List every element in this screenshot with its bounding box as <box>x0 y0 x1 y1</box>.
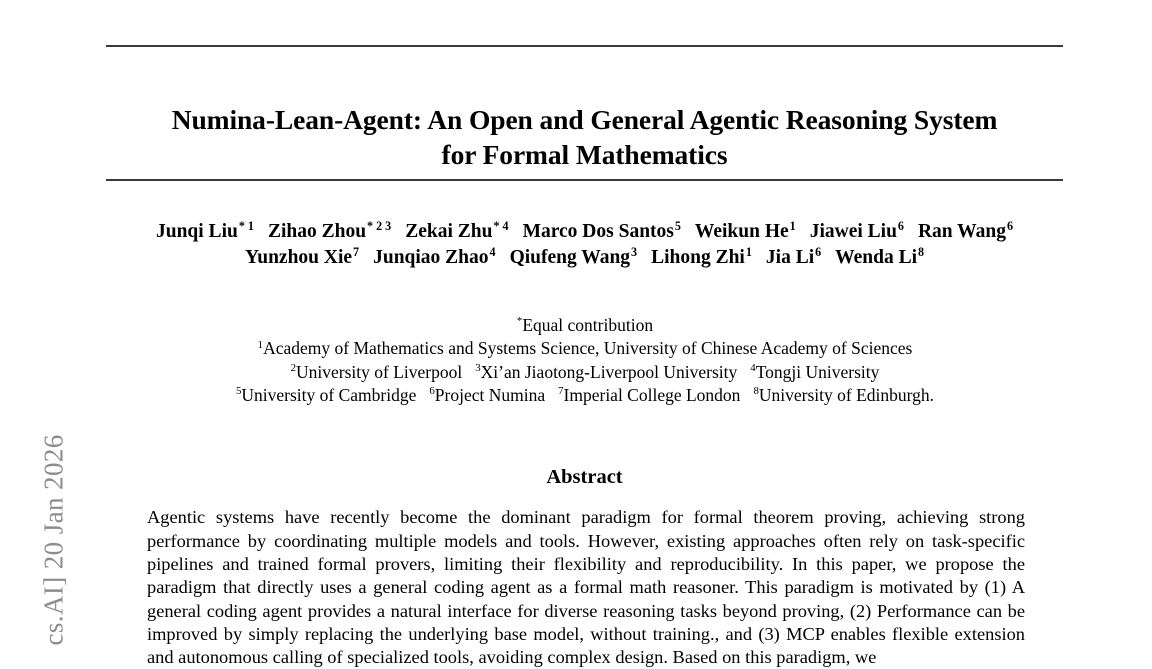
header-rule-bottom <box>106 179 1063 181</box>
author-list <box>106 219 1063 271</box>
affiliation-entry: $^4$Tongji University <box>750 361 880 382</box>
author-name: Weikun He$^1$ <box>694 218 796 242</box>
author-affiliation-marker: * 2 3 <box>367 218 392 233</box>
author-row <box>106 219 1063 245</box>
affiliation-entry: $^8$University of Edinburgh. <box>753 385 935 406</box>
affiliation-index: 7 <box>558 385 564 398</box>
author-name: Marco Dos Santos$^5$ <box>522 218 681 242</box>
author-name: Qiufeng Wang$^3$ <box>509 244 638 268</box>
page-title-line-2: for Formal Mathematics <box>441 139 728 171</box>
page-title <box>106 102 1063 172</box>
affiliation-entry: $^7$Imperial College London <box>558 385 741 406</box>
abstract-heading: Abstract <box>546 466 623 488</box>
author-affiliation-marker: 6 <box>1006 218 1013 233</box>
affiliation-index: 4 <box>750 361 756 374</box>
affiliation-index: 1 <box>257 338 264 351</box>
affiliation-line <box>106 361 1063 384</box>
affiliation-entry: $^6$Project Numina <box>429 385 546 406</box>
affiliation-index: 5 <box>235 385 242 398</box>
author-name: Jiawei Liu$^6$ <box>809 218 904 242</box>
author-name: Zekai Zhu$^{* 4}$ <box>405 218 509 242</box>
author-affiliation-marker: 1 <box>745 244 752 259</box>
author-name: Jia Li$^6$ <box>765 244 822 268</box>
affiliation-index: 8 <box>753 385 759 398</box>
affiliation-entry: $^5$University of Cambridge <box>235 385 417 406</box>
author-name: Junqiao Zhao$^4$ <box>373 244 496 268</box>
author-affiliation-marker: 7 <box>353 244 360 259</box>
affiliation-block <box>106 314 1063 408</box>
author-affiliation-marker: 8 <box>918 244 925 259</box>
equal-contribution-note: *Equal contribution <box>516 315 654 335</box>
author-name: Junqi Liu$^{* 1}$ <box>155 218 254 242</box>
author-name: Ran Wang$^6$ <box>917 218 1013 242</box>
author-name: Yunzhou Xie$^7$ <box>244 244 360 268</box>
author-name: Zihao Zhou$^{* 2 3}$ <box>267 218 392 242</box>
equal-contribution-marker: * <box>516 315 523 328</box>
author-affiliation-marker: 1 <box>789 218 796 233</box>
affiliation-index: 6 <box>429 385 435 398</box>
author-affiliation-marker: 3 <box>631 244 638 259</box>
author-affiliation-marker: * 1 <box>238 218 254 233</box>
author-affiliation-marker: 5 <box>674 218 681 233</box>
affiliation-entry: $^3$Xi’an Jiaotong-Liverpool University <box>475 361 738 382</box>
author-affiliation-marker: * 4 <box>493 218 509 233</box>
author-name: Lihong Zhi$^1$ <box>651 244 752 268</box>
author-affiliation-marker: 6 <box>815 244 822 259</box>
affiliation-entry: $^1$Academy of Mathematics and Systems Science, University of Chinese Academy of Sciences <box>257 338 913 359</box>
affiliation-entry: $^2$University of Liverpool <box>290 361 463 382</box>
arxiv-identifier-stamp: cs.AI] 20 Jan 2026 <box>38 434 69 646</box>
affiliation-line <box>106 384 1063 407</box>
abstract-body: Agentic systems have recently become the dominant paradigm for formal theorem proving, achieving strong performance by coordinating multiple models and tools. However, existing approaches often rely on task-specific pipelines and trained formal provers, limiting their flexibility and reproducibility. In this paper, we propose the paradigm that directly uses a general coding agent as a formal math reasoner. This paradigm is motivated by (1) A general coding agent provides a natural interface for diverse reasoning tasks beyond proving, (2) Performance can be improved by simply replacing the underlying base model, without training., and (3) MCP enables flexible extension and autonomous calling of specialized tools, avoiding complex design. Based on this paradigm, we <box>147 507 1025 668</box>
author-affiliation-marker: 4 <box>489 244 496 259</box>
author-affiliation-marker: 6 <box>897 218 904 233</box>
affiliation-line <box>106 337 1063 360</box>
affiliation-index: 3 <box>475 361 481 374</box>
author-name: Wenda Li$^8$ <box>835 244 925 268</box>
page-title-line-1: Numina-Lean-Agent: An Open and General Agentic Reasoning System <box>171 104 998 136</box>
author-row <box>106 245 1063 271</box>
affiliation-index: 2 <box>290 361 297 374</box>
header-rule-top <box>106 45 1063 47</box>
